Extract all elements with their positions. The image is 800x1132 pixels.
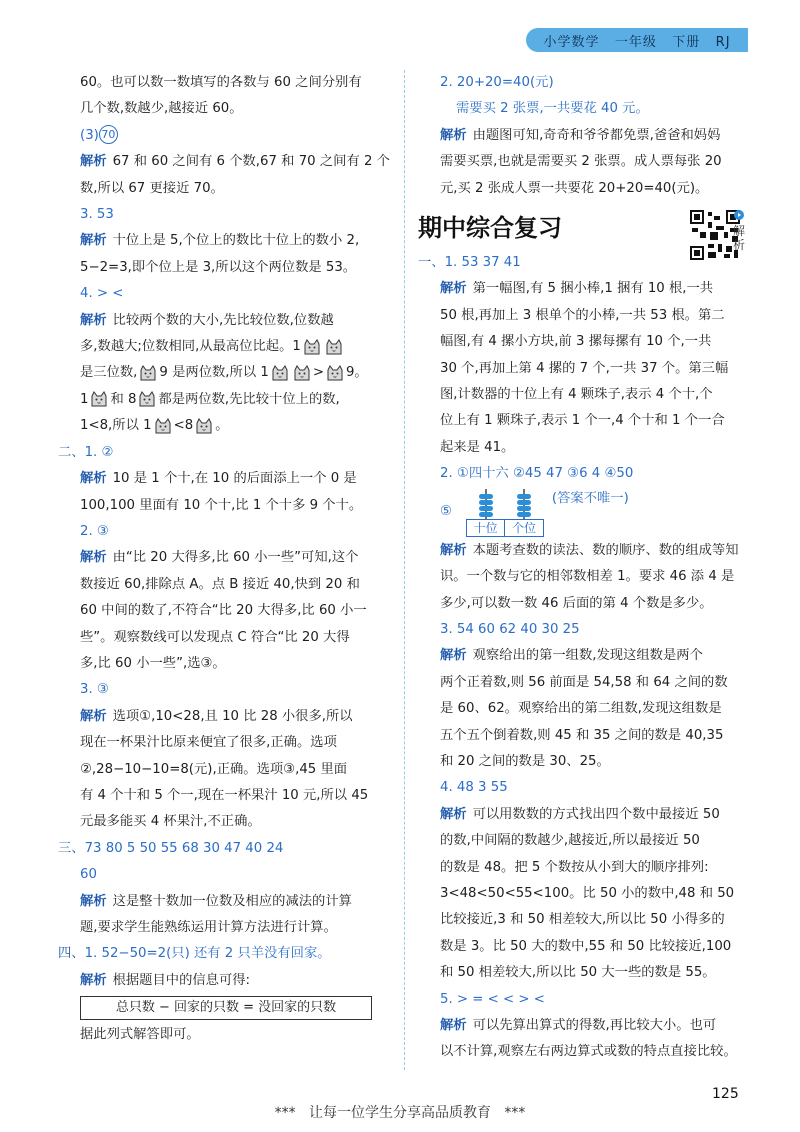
- analysis-text: 由题图可知,奇奇和爷爷都免票,爸爸和妈妈: [472, 127, 721, 143]
- answer-sentence: 需要买 2 张票,一共要花 40 元。: [456, 101, 649, 117]
- question-answer: 2. ③: [80, 523, 109, 539]
- analysis-text: 本题考查数的读法、数的顺序、数的组成等知: [472, 542, 739, 558]
- analysis-tag: 解析: [80, 233, 107, 249]
- question-answer: 5. > = < < > <: [440, 991, 545, 1007]
- header-label: 小学数学 一年级 下册 RJ: [526, 28, 748, 52]
- analysis-text: 数是 3。比 50 大的数中,55 和 50 比较接近,100: [440, 938, 732, 954]
- section-label: 一、: [418, 255, 445, 271]
- analysis-text: >: [312, 365, 324, 381]
- question-answer: 2. ①四十六 ②45 47 ③6 4 ④50: [440, 466, 634, 482]
- analysis-text: 可以用数数的方式找出四个数中最接近 50: [472, 806, 720, 822]
- analysis-text: 多,比 60 小一些”,选③。: [80, 655, 226, 671]
- play-icon: [734, 210, 744, 220]
- section-label: 四、: [58, 946, 85, 962]
- analysis-text: 起来是 41。: [440, 439, 515, 455]
- analysis-text: 幅图,有 4 摞小方块,前 3 摞每摞有 10 个,一共: [440, 334, 712, 350]
- analysis-text: 位上有 1 颗珠子,表示 1 个一,4 个十和 1 个一合: [440, 413, 725, 429]
- column-divider: [404, 70, 405, 1070]
- cat-sticker-icon: [137, 390, 157, 407]
- analysis-text: 3<48<50<55<100。比 50 小的数中,48 和 50: [440, 885, 735, 901]
- analysis-text: 由“比 20 大得多,比 60 小一些”可知,这个: [112, 550, 359, 566]
- analysis-text: 30 个,再加上第 4 摞的 7 个,一共 37 个。第三幅: [440, 360, 729, 376]
- analysis-text: 和 20 之间的数是 30、25。: [440, 753, 610, 769]
- analysis-tag: 解析: [440, 542, 467, 558]
- analysis-text: 根据题目中的信息可得:: [112, 972, 251, 988]
- cat-sticker-icon: [270, 364, 290, 381]
- section-2-line: [58, 440, 394, 466]
- analysis-text: 选项①,10<28,且 10 比 28 小很多,所以: [112, 708, 353, 724]
- analysis-text: 据此列式解答即可。: [80, 1027, 200, 1043]
- analysis-text: 和 8: [110, 391, 137, 407]
- analysis-text: 和 50 相差较大,所以比 50 大一些的数是 55。: [440, 965, 716, 981]
- answer-3-number: (3): [80, 127, 99, 143]
- answer-note: (答案不唯一): [551, 490, 629, 506]
- cat-sticker-icon: [292, 364, 312, 381]
- analysis-text: ②,28−10−10=8(元),正确。选项③,45 里面: [80, 761, 348, 777]
- analysis-text: 都是两位数,先比较十位上的数,: [158, 391, 340, 407]
- answer-list: 60: [80, 867, 97, 883]
- analysis-text: 可以先算出算式的得数,再比较大小。也可: [472, 1018, 717, 1033]
- analysis-text: 是三位数,: [80, 365, 138, 381]
- analysis-text: 1<8,所以 1: [80, 418, 152, 434]
- analysis-tag: 解析: [80, 154, 107, 170]
- analysis-text: 比较两个数的大小,先比较位数,位数越: [112, 312, 334, 328]
- circled-answer: 70: [99, 125, 118, 144]
- analysis-tag: 解析: [80, 893, 107, 909]
- analysis-tag: 解析: [80, 471, 107, 487]
- section-label: 三、: [58, 840, 85, 856]
- analysis-text: 数,所以 67 更接近 70。: [80, 180, 224, 196]
- analysis-text: 9。: [345, 365, 368, 381]
- cat-sticker-icon: [138, 364, 158, 381]
- cat-sticker-icon: [324, 338, 344, 355]
- analysis-text: 1: [80, 391, 89, 407]
- analysis-tag: 解析: [440, 1018, 467, 1033]
- footer-slogan: *** 让每一位学生分享高品质教育 ***: [274, 1105, 526, 1121]
- analysis-text: 元,买 2 张成人票一共要花 20+20=40(元)。: [440, 180, 709, 196]
- analysis-tag: 解析: [440, 648, 467, 664]
- question-answer: 1. ②: [84, 444, 114, 460]
- analysis-line: [58, 387, 394, 413]
- analysis-text: 现在一杯果汁比原来便宜了很多,正确。选项: [80, 735, 337, 751]
- abacus-tens-label: 十位: [467, 520, 506, 536]
- left-line: 几个数,数越少,越接近 60。: [80, 101, 243, 117]
- analysis-text: 是 60、62。观察给出的第二组数,发现这组数是: [440, 701, 722, 717]
- analysis-tag: 解析: [440, 281, 467, 297]
- analysis-text: 以不计算,观察左右两边算式或数的特点直接比较。: [440, 1044, 737, 1060]
- abacus-icon: [466, 489, 544, 519]
- cat-sticker-icon: [302, 338, 322, 355]
- analysis-text: 题,要求学生能熟练运用计算方法进行计算。: [80, 920, 337, 935]
- analysis-line: [58, 413, 394, 439]
- analysis-text: 67 和 60 之间有 6 个数,67 和 70 之间有 2 个: [112, 154, 390, 170]
- analysis-tag: 解析: [80, 312, 107, 328]
- abacus-answer-row: [440, 488, 754, 538]
- question-answer: 4. > <: [80, 286, 124, 302]
- cat-sticker-icon: [194, 417, 214, 434]
- analysis-text: 两个正着数,则 56 前面是 54,58 和 64 之间的数: [440, 674, 728, 690]
- left-line: 60。也可以数一数填写的各数与 60 之间分别有: [80, 75, 362, 90]
- analysis-text: 9 是两位数,所以 1: [159, 365, 269, 381]
- cat-sticker-icon: [325, 364, 345, 381]
- abacus-label-box: [466, 519, 544, 537]
- analysis-text: 需要买票,也就是需要买 2 张票。成人票每张 20: [440, 154, 722, 170]
- analysis-text: 。: [215, 418, 229, 434]
- qr-side-label: 解析: [733, 224, 746, 252]
- analysis-text: 多,数越大;位数相同,从最高位比起。1: [80, 339, 301, 355]
- section-3-line: [58, 836, 394, 862]
- analysis-text: 识。一个数与它的相邻数相差 1。要求 46 添 4 是: [440, 569, 735, 585]
- analysis-line: [58, 360, 394, 386]
- analysis-tag: 解析: [80, 708, 107, 724]
- question-answer: 3. 53: [80, 207, 114, 223]
- analysis-text: 十位上是 5,个位上的数比十位上的数小 2,: [112, 233, 360, 249]
- analysis-tag: 解析: [80, 550, 107, 566]
- analysis-text: 元最多能买 4 杯果汁,不正确。: [80, 814, 261, 830]
- analysis-text: 些”。观察数线可以发现点 C 符合“比 20 大得: [80, 629, 350, 645]
- analysis-text: 100,100 里面有 10 个十,比 1 个十多 9 个十。: [80, 497, 363, 513]
- question-answer: 2. 20+20=40(元): [440, 75, 554, 90]
- analysis-text: 50 根,再加上 3 根单个的小棒,一共 53 根。第二: [440, 307, 725, 323]
- section-4-line: [58, 941, 394, 967]
- page-number: 125: [712, 1086, 739, 1102]
- abacus-ones-label: 个位: [512, 520, 537, 535]
- analysis-text: 这是整十数加一位数及相应的减法的计算: [112, 893, 352, 909]
- analysis-text: 图,计数器的十位上有 4 颗珠子,表示 4 个十,个: [440, 387, 713, 403]
- analysis-tag: 解析: [80, 972, 107, 988]
- question-answer: 3. ③: [80, 682, 109, 698]
- analysis-text: 五个五个倒着数,则 45 和 35 之间的数是 40,35: [440, 727, 724, 743]
- analysis-tag: 解析: [440, 806, 467, 822]
- analysis-text: <8: [173, 418, 194, 434]
- section-title: 期中综合复习: [418, 214, 562, 243]
- analysis-text: 60 中间的数了,不符合“比 20 大得多,比 60 小一: [80, 603, 367, 619]
- analysis-text: 有 4 个十和 5 个一,现在一杯果汁 10 元,所以 45: [80, 787, 369, 803]
- analysis-tag: 解析: [440, 127, 467, 143]
- analysis-text: 数接近 60,排除点 A。点 B 接近 40,快到 20 和: [80, 576, 360, 592]
- analysis-text: 的数是 48。把 5 个数按从小到大的顺序排列:: [440, 859, 709, 875]
- question-answer: 3. 54 60 62 40 30 25: [440, 621, 580, 637]
- answer-3: [58, 123, 394, 149]
- answer-list: 73 80 5 50 55 68 30 47 40 24: [84, 840, 284, 856]
- analysis-text: 观察给出的第一组数,发现这组数是两个: [472, 648, 703, 664]
- analysis-text: 10 是 1 个十,在 10 的后面添上一个 0 是: [112, 471, 357, 487]
- cat-sticker-icon: [89, 390, 109, 407]
- section-label: 二、: [58, 444, 85, 460]
- left-column: [58, 70, 394, 1049]
- analysis-text: 比较接近,3 和 50 相差较大,所以比 50 小得多的: [440, 912, 725, 928]
- analysis-text: 5−2=3,即个位上是 3,所以这个两位数是 53。: [80, 259, 357, 275]
- analysis-text: 第一幅图,有 5 捆小棒,1 捆有 10 根,一共: [472, 281, 714, 297]
- question-answer: 1. 52−50=2(只) 还有 2 只羊没有回家。: [84, 946, 331, 962]
- analysis-line: [58, 334, 394, 360]
- abacus-figure: [466, 489, 544, 537]
- question-answer: 4. 48 3 55: [440, 780, 508, 796]
- cat-sticker-icon: [153, 417, 173, 434]
- item-5-label: ⑤: [440, 504, 452, 520]
- question-answer: 1. 53 37 41: [444, 255, 521, 271]
- analysis-text: 多少,可以数一数 46 后面的第 4 个数是多少。: [440, 595, 713, 611]
- analysis-text: 的数,中间隔的数越少,越接近,所以最接近 50: [440, 833, 700, 849]
- formula-box: 总只数 − 回家的只数 = 没回家的只数: [80, 996, 372, 1020]
